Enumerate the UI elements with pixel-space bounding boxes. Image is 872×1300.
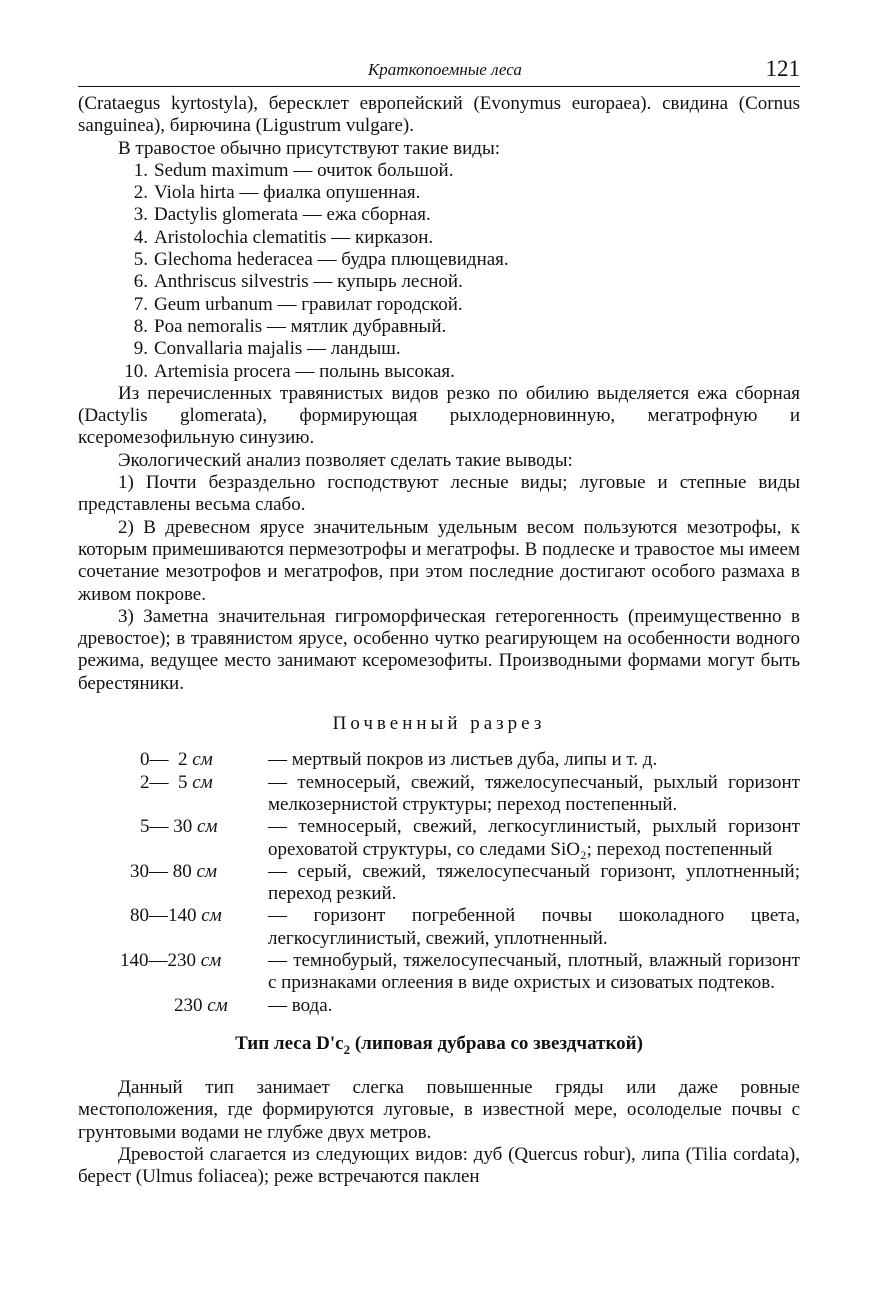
table-row: [78, 772, 800, 817]
conclusion-3: 3) Заметна значительная гигроморфическая гетерогенность (преимущественно в древостое); в травянистом ярусе, особенно чутко реагирующем на особенности водного режима, ведущее место занимают ксеромезофиты. Производными формами могут быть берестяники.: [78, 605, 800, 694]
depth-cell: 5— 30 см: [140, 816, 218, 838]
conclusion-1: 1) Почти безраздельно господствуют лесные виды; луговые и степные виды представлены весьма слабо.: [78, 472, 800, 516]
depth-cell: 230 см: [174, 994, 228, 1016]
soil-profile-table: [78, 749, 800, 1017]
table-row: [78, 749, 800, 771]
running-title: Краткопоемные леса: [368, 60, 522, 79]
description-cell: — вода.: [268, 994, 333, 1016]
forest-type-heading: Тип леса $D'c_2$ (липовая дубрава со звездчаткой): [235, 1032, 643, 1057]
conclusion-2: 2) В древесном ярусе значительным удельным весом пользуются мезотрофы, к которым примешиваются пермезотрофы и мегатрофы. В подлеске и травостое мы имеем сочетание мезотрофов и мегатрофов, при этом последние достигают особого размаха в живом покрове.: [78, 516, 800, 605]
depth-cell: 0— 2 см: [140, 749, 213, 771]
description-cell: — горизонт погребенной почвы шоколадного цвета, легкосуглинистый, свежий, уплотненный.: [268, 905, 800, 949]
dactylis-paragraph: Из перечисленных травянистых видов резко по обилию выделяется ежа сборная (Dactylis glomerata), формирующая рыхлодерновинную, мегатрофную и ксеромезофильную синузию.: [78, 382, 800, 449]
description-cell: — мертвый покров из листьев дуба, липы и т. д.: [268, 749, 658, 771]
description-cell: — темнобурый, тяжелосупесчаный, плотный, влажный горизонт с признаками оглеения в виде охристых и сизоватых подтеков.: [268, 949, 800, 994]
description-cell: — серый, свежий, тяжелосупесчаный горизонт, уплотненный; переход резкий.: [268, 860, 800, 905]
list-item: 10. Artemisia procera — полынь высокая.: [124, 360, 455, 382]
page-body: [78, 93, 800, 1188]
table-row: [78, 816, 800, 861]
list-item: 3. Dactylis glomerata — ежа сборная.: [133, 204, 431, 226]
depth-cell: 2— 5 см: [140, 771, 213, 793]
page-number: 121: [765, 56, 800, 81]
soil-profile-heading: Почвенный разрез: [332, 713, 546, 735]
table-row: [78, 950, 800, 995]
list-item: 8. Poa nemoralis — мятлик дубравный.: [133, 315, 447, 337]
table-row: [78, 905, 800, 950]
list-item: 9. Convallaria majalis — ландыш.: [133, 338, 401, 360]
depth-cell: 80—140 см: [130, 905, 222, 927]
list-item: 7. Geum urbanum — гравилат городской.: [133, 293, 463, 315]
grass-intro-paragraph: В травостое обычно присутствуют такие виды:: [118, 137, 501, 159]
depth-cell: 30— 80 см: [130, 860, 218, 882]
description-cell: — темносерый, свежий, легкосуглинистый, рыхлый горизонт ореховатой структуры, со следами SiO₂; переход постепенный: [268, 816, 800, 860]
table-row: [78, 861, 800, 906]
ecology-intro-paragraph: Экологический анализ позволяет сделать такие выводы:: [118, 449, 573, 471]
list-item: 5. Glechoma hederacea — будра плющевидная.: [133, 249, 509, 271]
forest-type-paragraph-1: Данный тип занимает слегка повышенные гряды или даже ровные местоположения, где формируются луговые, в известной мере, осолоделые почвы с грунтовыми водами не глубже двух метров.: [78, 1076, 800, 1143]
book-page: [78, 56, 800, 1188]
list-item: 2. Viola hirta — фиалка опушенная.: [133, 182, 421, 204]
list-item: 6. Anthriscus silvestris — купырь лесной.: [133, 271, 463, 293]
list-item: 4. Aristolochia clematitis — кирказон.: [133, 226, 434, 248]
page-header: [78, 56, 800, 87]
intro-paragraph: (Crataegus kyrtostyla), бересклет европейский (Evonymus europaea). свидина (Cornus sanguinea), бирючина (Ligustrum vulgare).: [78, 93, 800, 137]
description-cell: — темносерый, свежий, тяжелосупесчаный, рыхлый горизонт мелкозернистой структуры; переход постепенный.: [268, 771, 800, 815]
table-row: [78, 995, 800, 1017]
forest-type-paragraph-2: Древостой слагается из следующих видов: дуб (Quercus robur), липа (Tilia cordata), берест (Ulmus foliacea); реже встречаются паклен: [78, 1143, 800, 1188]
species-list: [78, 160, 800, 383]
list-item: 1. Sedum maximum — очиток большой.: [133, 159, 454, 181]
depth-cell: 140—230 см: [120, 949, 222, 971]
